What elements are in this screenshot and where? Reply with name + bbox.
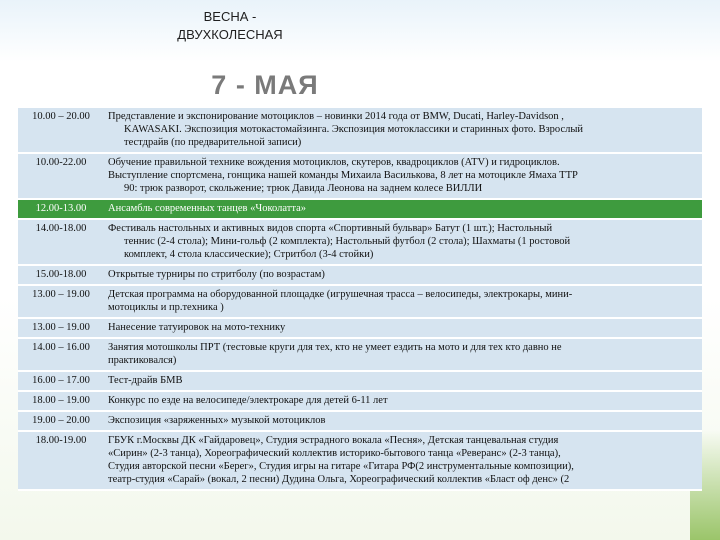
schedule-row [18,219,702,265]
description-line: Фестиваль настольных и активных видов спорта «Спортивный бульвар» Батут (1 шт.); Настольный [108,223,553,234]
date-title: 7 - МАЯ [211,70,319,100]
description-line: теннис (2-4 стола); Мини-гольф (2 комплекта); Настольный футбол (2 стола); Шахматы (1 ростовой [124,236,571,247]
schedule-row [18,153,702,199]
schedule-time: 10.00-22.00 [18,153,104,199]
description-line: Выступление спортсмена, гонщика нашей команды Михаила Василькова, 8 лет на мотоцикле Ямаха TTP [108,170,578,181]
schedule-description [104,285,702,318]
schedule-row [18,338,702,371]
schedule-description [104,338,702,371]
schedule-description [104,219,702,265]
schedule-time: 14.00 – 16.00 [18,338,104,371]
description-line: Нанесение татуировок на мото-технику [108,322,286,333]
description-line: мотоциклы и пр.техника ) [108,302,224,313]
description-line: KAWASAKI. Экспозиция мотокастомайзинга. Экспозиция мотоклассики и старинных фото. Взрослый [124,124,584,135]
description-line: Конкурс по езде на велосипеде/электрокаре для детей 6-11 лет [108,395,388,406]
schedule-row [18,371,702,391]
header-line-1: ВЕСНА - [203,9,257,24]
schedule-row [18,411,702,431]
schedule-table [18,108,702,491]
description-line: Экспозиция «заряженных» музыкой мотоциклов [108,415,326,426]
schedule-description [104,391,702,411]
schedule-description [104,265,702,285]
schedule-time: 19.00 – 20.00 [18,411,104,431]
schedule-row [18,318,702,338]
schedule-time: 13.00 – 19.00 [18,318,104,338]
description-line: театр-студия «Сарай» (вокал, 2 песни) Дудина Ольга, Хореографический коллектив «Бласт оф денс» (2 [108,474,570,485]
schedule-description [104,318,702,338]
description-line: Детская программа на оборудованной площадке (игрушечная трасса – велосипеды, электрокары, мини- [108,289,573,300]
description-line: Студия авторской песни «Берег», Студия игры на гитаре «Гитара РФ(2 инструментальные композиции), [108,461,574,472]
schedule-description [104,371,702,391]
description-line: 90: трюк разворот, скольжение; трюк Давида Леонова на заднем колесе ВИЛЛИ [124,183,483,194]
schedule-row [18,108,702,153]
schedule-time: 14.00-18.00 [18,219,104,265]
schedule-description [104,431,702,490]
description-line: тестдрайв (по предварительной записи) [124,137,302,148]
schedule-description [104,153,702,199]
schedule-row [18,265,702,285]
schedule-row-highlighted [18,199,702,219]
schedule-row [18,391,702,411]
description-line: Открытые турниры по стритболу (по возрастам) [108,269,325,280]
description-line: Представление и экспонирование мотоциклов – новинки 2014 года от BMW, Ducati, Harley-Davidson , [108,111,564,122]
schedule-row [18,285,702,318]
description-line: Обучение правильной технике вождения мотоциклов, скутеров, квадроциклов (ATV) и гидроциклов. [108,157,560,168]
schedule-description [104,411,702,431]
schedule-description [104,199,702,219]
schedule-time: 15.00-18.00 [18,265,104,285]
schedule-time: 18.00-19.00 [18,431,104,490]
description-line: Занятия мотошколы ПРТ (тестовые круги для тех, кто не умеет ездить на мото и для тех кто давно не [108,342,562,353]
description-line: Ансамбль современных танцев «Чоколатта» [108,203,306,214]
description-line: комплект, 4 стола классические); Стритбол (3-4 стойки) [124,249,374,260]
schedule-time: 18.00 – 19.00 [18,391,104,411]
schedule-row [18,431,702,490]
slide-header-title [0,8,460,44]
description-line: «Сирин» (2-3 танца), Хореографический коллектив историко-бытового танца «Реверанс» (2-3 танца), [108,448,561,459]
schedule-time: 12.00-13.00 [18,199,104,219]
schedule-time: 16.00 – 17.00 [18,371,104,391]
schedule-description [104,108,702,153]
header-line-2: ДВУХКОЛЕСНАЯ [177,27,283,42]
schedule-time: 10.00 – 20.00 [18,108,104,153]
schedule-time: 13.00 – 19.00 [18,285,104,318]
description-line: Тест-драйв БМВ [108,375,183,386]
description-line: практиковался) [108,355,177,366]
description-line: ГБУК г.Москвы ДК «Гайдаровец», Студия эстрадного вокала «Песня», Детская танцевальная студия [108,435,559,446]
